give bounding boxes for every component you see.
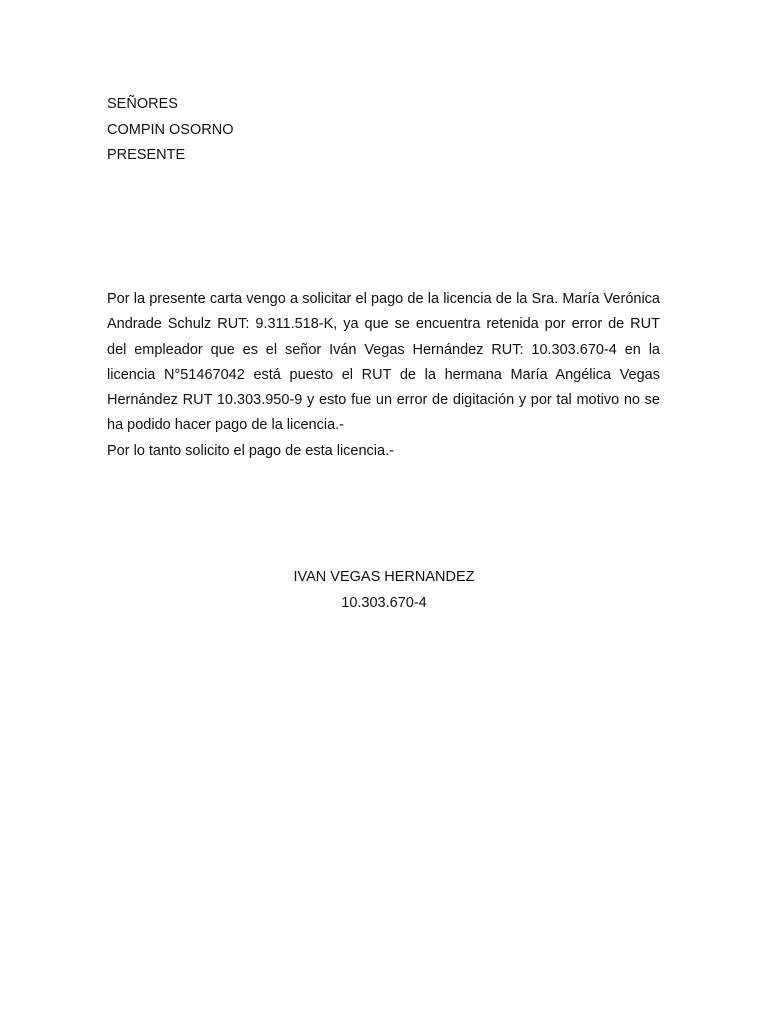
recipient-line-organization: COMPIN OSORNO bbox=[107, 121, 234, 138]
signature-rut: 10.303.670-4 bbox=[341, 594, 427, 611]
signature-name: IVAN VEGAS HERNANDEZ bbox=[293, 569, 475, 585]
signature-block bbox=[234, 565, 534, 616]
body-paragraph-closing: Por lo tanto solicito el pago de esta licencia.- bbox=[107, 442, 394, 459]
recipient-address bbox=[107, 92, 233, 169]
letter-body bbox=[107, 287, 660, 464]
body-paragraph-request: Por la presente carta vengo a solicitar el pago de la licencia de la Sra. María Verónica Andrade Schulz RUT: 9.311.518-K, ya que se encuentra retenida por error de RUT del empleador que es el señor Iván Vegas Hernández RUT: 10.303.670-4 en la licencia N°51467042 está puesto el RUT de la hermana María Angélica Vegas Hernández RUT 10.303.950-9 y esto fue un error de digitación y por tal motivo no se ha podido hacer pago de la licencia.- bbox=[107, 291, 660, 434]
recipient-line-salutation: SEÑORES bbox=[107, 96, 178, 112]
recipient-line-present: PRESENTE bbox=[107, 147, 186, 163]
